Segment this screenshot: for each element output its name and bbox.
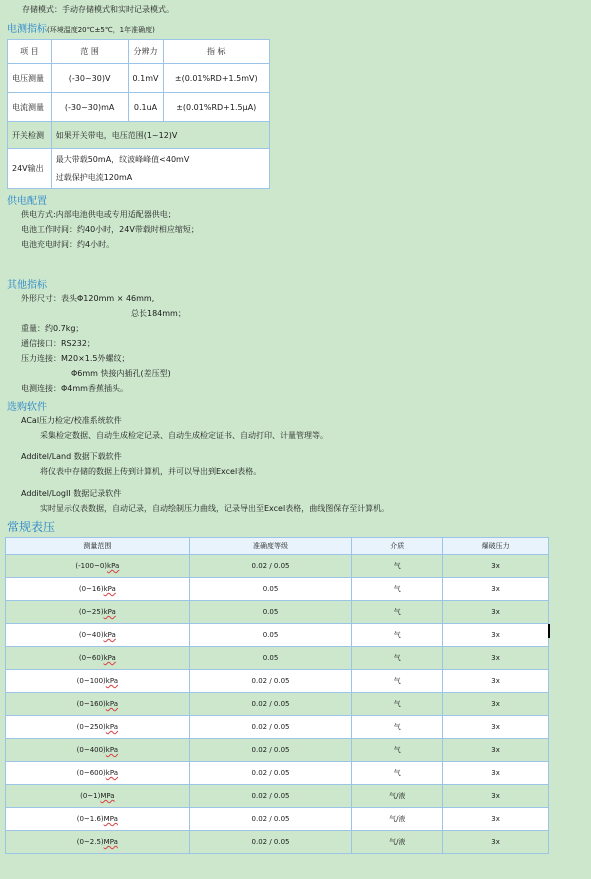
accuracy-cell: 0.02 / 0.05: [189, 762, 352, 785]
medium-cell: 气: [352, 670, 443, 693]
accuracy-cell: 0.02 / 0.05: [189, 785, 352, 808]
medium-cell: 气: [352, 762, 443, 785]
measure-item: 开关检测: [8, 122, 52, 149]
pressure-table: [5, 537, 549, 854]
range-cell: (0~25)kPa: [6, 601, 190, 624]
electric-connection-line: 电测连接：Φ4mm香蕉插头。: [21, 384, 128, 393]
software-desc: 将仪表中存储的数据上传到计算机，并可以导出到Excel表格。: [40, 467, 262, 476]
software-title: 选购软件: [7, 402, 47, 413]
measure-range: (-30~30)mA: [51, 93, 128, 122]
range-cell: (0~160)kPa: [6, 693, 190, 716]
software-name: Additel/Land 数据下载软件: [21, 452, 122, 461]
range-cell: (-100~0)kPa: [6, 555, 190, 578]
pressure-connection-line: Φ6mm 快接内插孔(差压型): [71, 369, 171, 378]
output-line: 过载保护电流120mA: [55, 172, 133, 182]
accuracy-cell: 0.02 / 0.05: [189, 808, 352, 831]
medium-cell: 气/液: [352, 808, 443, 831]
range-cell: (0~1.6)MPa: [6, 808, 190, 831]
medium-cell: 气: [352, 693, 443, 716]
range-cell: (0~1)MPa: [6, 785, 190, 808]
measure-spec: ±(0.01%RD+1.5μA): [163, 93, 269, 122]
power-line: 供电方式:内部电池供电或专用适配器供电；: [21, 210, 176, 219]
storage-mode-text: 存储模式：手动存储模式和实时记录模式。: [22, 5, 174, 14]
medium-cell: 气/液: [352, 785, 443, 808]
medium-cell: 气: [352, 555, 443, 578]
pressure-table-title: 常规表压: [7, 520, 56, 534]
table-row: [6, 831, 549, 854]
burst-cell: 3x: [443, 762, 549, 785]
measure-title: 电测指标: [7, 24, 47, 35]
accuracy-cell: 0.05: [189, 601, 352, 624]
burst-cell: 3x: [443, 555, 549, 578]
measure-item: 电压测量: [8, 64, 52, 93]
measure-spec: ±(0.01%RD+1.5mV): [163, 64, 269, 93]
pressure-header: 介质: [352, 538, 443, 555]
accuracy-cell: 0.02 / 0.05: [189, 670, 352, 693]
measure-resolution: 0.1mV: [128, 64, 163, 93]
burst-cell: 3x: [443, 716, 549, 739]
pressure-connection-line: 压力连接：M20×1.5外螺纹；: [21, 354, 130, 363]
pressure-header: 测量范围: [6, 538, 190, 555]
measure-item: 24V输出: [8, 149, 52, 189]
burst-cell: 3x: [443, 831, 549, 854]
table-row: [6, 808, 549, 831]
burst-cell: 3x: [443, 601, 549, 624]
range-cell: (0~400)kPa: [6, 739, 190, 762]
table-row: [6, 762, 549, 785]
measure-table: [7, 39, 270, 189]
measure-header: 指 标: [163, 40, 269, 64]
output-line: 最大带载50mA，纹波峰峰值<40mV: [55, 154, 190, 164]
measure-header: 范 围: [51, 40, 128, 64]
table-row: [6, 578, 549, 601]
burst-cell: 3x: [443, 670, 549, 693]
size-line: 总长184mm；: [131, 309, 186, 318]
pressure-header: 爆破压力: [443, 538, 549, 555]
burst-cell: 3x: [443, 578, 549, 601]
pressure-header: 准确度等级: [189, 538, 352, 555]
table-row: [6, 785, 549, 808]
medium-cell: 气: [352, 601, 443, 624]
accuracy-cell: 0.05: [189, 647, 352, 670]
accuracy-cell: 0.02 / 0.05: [189, 693, 352, 716]
burst-cell: 3x: [443, 739, 549, 762]
table-row: [6, 739, 549, 762]
size-line: 外形尺寸：表头Φ120mm × 46mm,: [21, 294, 155, 303]
table-row: [6, 601, 549, 624]
table-row: [6, 624, 549, 647]
software-name: Additel/LogII 数据记录软件: [21, 489, 122, 498]
accuracy-cell: 0.05: [189, 624, 352, 647]
measure-item: 电流测量: [8, 93, 52, 122]
medium-cell: 气: [352, 578, 443, 601]
range-cell: (0~2.5)MPa: [6, 831, 190, 854]
table-row: [6, 716, 549, 739]
burst-cell: 3x: [443, 808, 549, 831]
text-cursor: [548, 624, 550, 638]
medium-cell: 气: [352, 647, 443, 670]
range-cell: (0~16)kPa: [6, 578, 190, 601]
medium-cell: 气: [352, 716, 443, 739]
burst-cell: 3x: [443, 785, 549, 808]
power-line: 电池充电时间：约4小时。: [21, 240, 115, 249]
range-cell: (0~40)kPa: [6, 624, 190, 647]
output-description: [51, 149, 269, 189]
software-desc: 采集检定数据、自动生成检定记录、自动生成检定证书、自动打印、计量管理等。: [40, 431, 328, 440]
weight-line: 重量：约0.7kg；: [21, 324, 84, 333]
interface-line: 通信接口：RS232；: [21, 339, 95, 348]
measure-range: (-30~30)V: [51, 64, 128, 93]
table-row: [6, 693, 549, 716]
measure-header: 项 目: [8, 40, 52, 64]
measure-header: 分辨力: [128, 40, 163, 64]
burst-cell: 3x: [443, 647, 549, 670]
power-title: 供电配置: [7, 196, 47, 207]
table-row: [6, 555, 549, 578]
burst-cell: 3x: [443, 624, 549, 647]
medium-cell: 气: [352, 624, 443, 647]
table-row: [6, 670, 549, 693]
software-desc: 实时显示仪表数据，自动记录，自动绘制压力曲线，记录导出至Excel表格，曲线图保存至计算机。: [40, 504, 390, 513]
measure-heading: [7, 17, 155, 36]
measure-note: (环境温度20℃±5℃，1年准确度): [47, 26, 155, 34]
power-line: 电池工作时间：约40小时，24V带载时相应缩短；: [21, 225, 199, 234]
software-name: ACal压力检定/校准系统软件: [21, 416, 122, 425]
other-title: 其他指标: [7, 280, 47, 291]
accuracy-cell: 0.05: [189, 578, 352, 601]
range-cell: (0~250)kPa: [6, 716, 190, 739]
medium-cell: 气: [352, 739, 443, 762]
accuracy-cell: 0.02 / 0.05: [189, 716, 352, 739]
measure-resolution: 0.1uA: [128, 93, 163, 122]
accuracy-cell: 0.02 / 0.05: [189, 555, 352, 578]
medium-cell: 气/液: [352, 831, 443, 854]
range-cell: (0~60)kPa: [6, 647, 190, 670]
switch-description: 如果开关带电，电压范围(1~12)V: [51, 122, 269, 149]
range-cell: (0~600)kPa: [6, 762, 190, 785]
accuracy-cell: 0.02 / 0.05: [189, 739, 352, 762]
table-row: [6, 647, 549, 670]
accuracy-cell: 0.02 / 0.05: [189, 831, 352, 854]
range-cell: (0~100)kPa: [6, 670, 190, 693]
burst-cell: 3x: [443, 693, 549, 716]
